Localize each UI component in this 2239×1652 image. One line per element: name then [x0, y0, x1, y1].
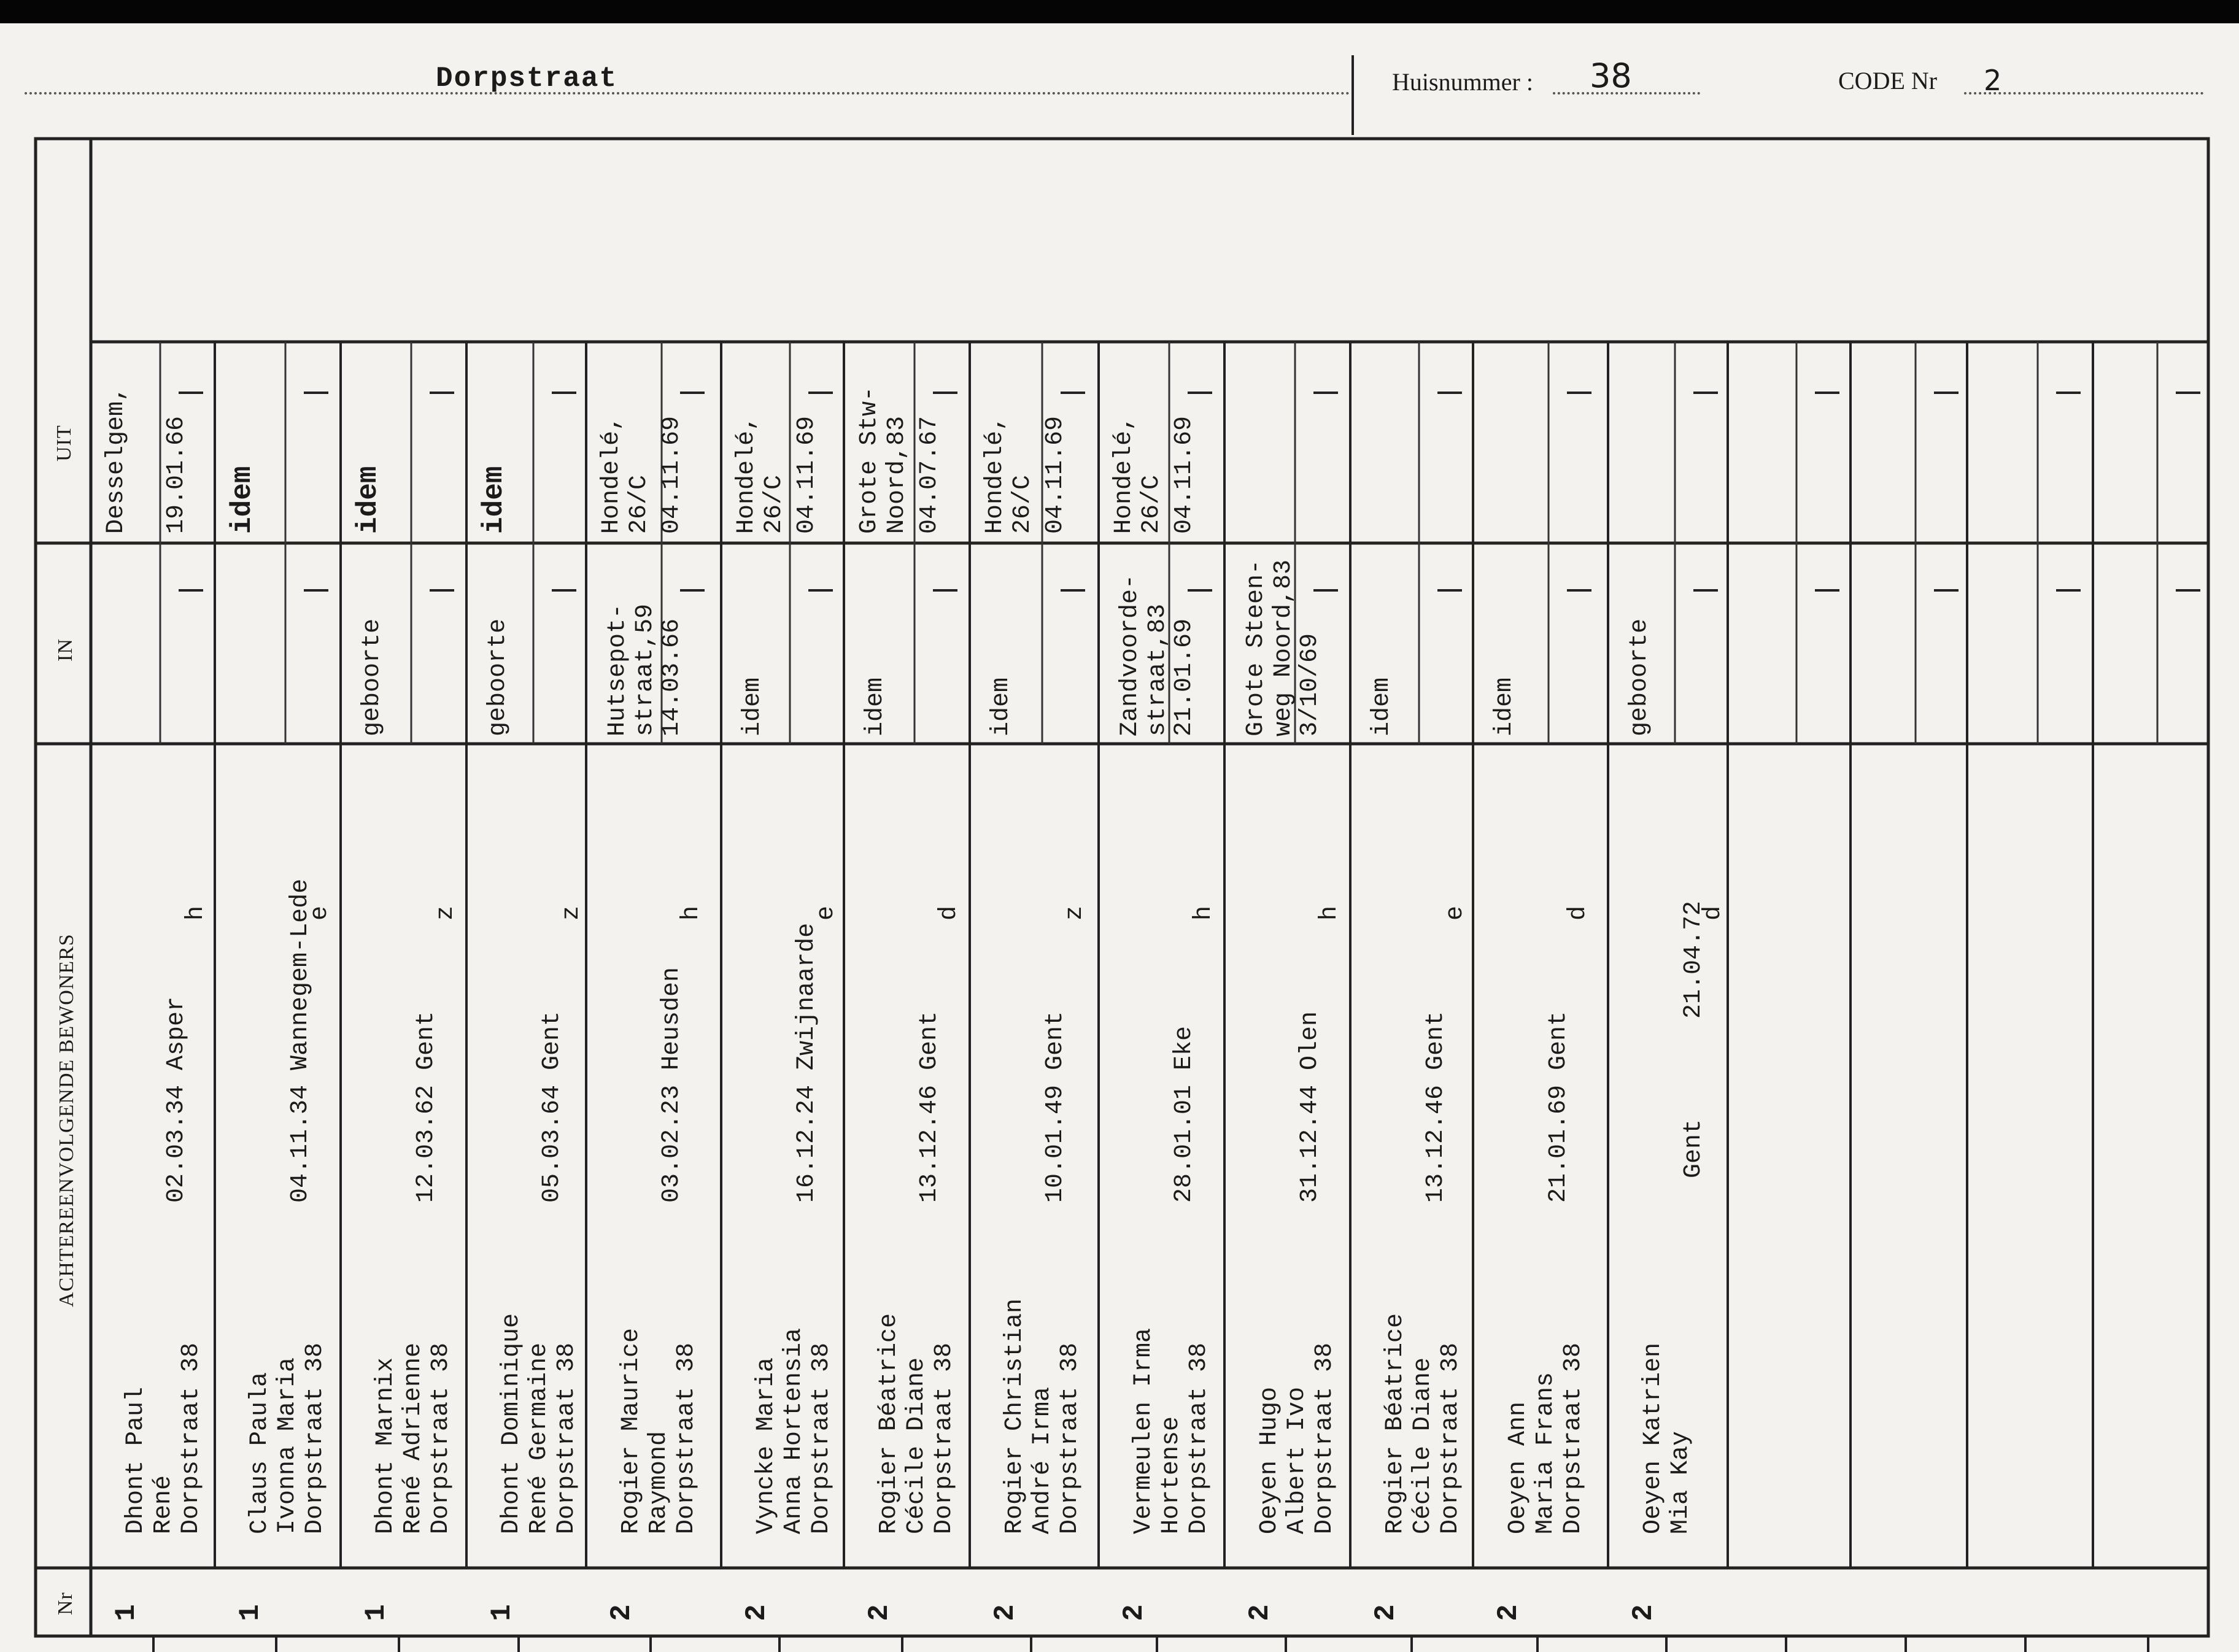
- relation-code: h: [1316, 905, 1344, 921]
- row-number: 2: [1627, 1604, 1660, 1621]
- birth-date-place: 13.12.46 Gent: [1422, 1011, 1450, 1203]
- uit-date: 04.11.69: [1042, 415, 1069, 534]
- relation-code: d: [1700, 905, 1727, 921]
- uit-date: 19.01.66: [163, 415, 190, 534]
- uit-destination: Hondelé, 26/C: [1110, 415, 1166, 534]
- in-origin: Zandvoorde- straat,83: [1116, 574, 1172, 736]
- in-origin: idem: [1368, 677, 1396, 736]
- row-number: 1: [110, 1604, 142, 1621]
- resident-name: Vyncke Maria Anna Hortensia Dorpstraat 38: [752, 1327, 835, 1534]
- row-number: 2: [605, 1604, 638, 1621]
- row-number: 2: [1118, 1604, 1150, 1621]
- birth-date-place: Gent: [1680, 1119, 1707, 1178]
- col-label-residents: ACHTEREENVOLGENDE BEWONERS: [55, 933, 78, 1307]
- resident-name: Vermeulen Irma Hortense Dorpstraat 38: [1130, 1327, 1213, 1534]
- in-origin: geboorte: [1626, 618, 1653, 736]
- row-number: 1: [234, 1604, 266, 1621]
- row-number: 2: [989, 1604, 1021, 1621]
- resident-name: Oeyen Katrien Mia Kay: [1639, 1342, 1695, 1534]
- uit-destination: Hondelé, 26/C: [733, 415, 788, 534]
- resident-name: Dhont Paul René Dorpstraat 38: [122, 1342, 205, 1534]
- resident-name: Dhont Dominique René Germaine Dorpstraat 38: [498, 1313, 581, 1534]
- uit-destination: idem: [352, 466, 384, 534]
- uit-date: 04.11.69: [658, 415, 686, 534]
- birth-date-place: 05.03.64 Gent: [538, 1011, 566, 1203]
- relation-code: z: [1061, 905, 1089, 921]
- resident-name: Rogier Béatrice Cécile Diane Dorpstraat 38: [1382, 1313, 1464, 1534]
- row-number: 2: [863, 1604, 895, 1621]
- in-date: 21.01.69: [1170, 618, 1198, 736]
- uit-destination: Hondelé, 26/C: [981, 415, 1037, 534]
- uit-destination: Hondelé, 26/C: [598, 415, 653, 534]
- resident-name: Rogier Maurice Raymond Dorpstraat 38: [617, 1327, 700, 1534]
- uit-date: 04.07.67: [916, 415, 943, 534]
- birth-date-place: 31.12.44 Olen: [1296, 1011, 1324, 1203]
- birth-date-place: 12.03.62 Gent: [412, 1011, 440, 1203]
- relation-code: d: [935, 905, 963, 921]
- row-number: 2: [1243, 1604, 1276, 1621]
- resident-name: Claus Paula Ivonna Maria Dorpstraat 38: [246, 1342, 329, 1534]
- resident-name: Dhont Marnix René Adrienne Dorpstraat 38: [372, 1342, 455, 1534]
- col-label-in: IN: [54, 638, 77, 662]
- code-number-value: 2: [1984, 64, 2002, 97]
- street-name: Dorpstraat: [436, 63, 618, 95]
- in-origin: idem: [988, 677, 1015, 736]
- uit-destination: Desselgem,: [102, 386, 130, 534]
- row-number: 2: [1369, 1604, 1402, 1621]
- birth-date-place: 28.01.01 Eke: [1170, 1025, 1198, 1203]
- birth-date-place: 13.12.46 Gent: [916, 1011, 943, 1203]
- row-number: 2: [1492, 1604, 1525, 1621]
- relation-code: z: [432, 905, 460, 921]
- resident-name: Rogier Christian André Irma Dorpstraat 38: [1001, 1298, 1084, 1534]
- row-number: 1: [360, 1604, 392, 1621]
- birth-date-extra: 21.04.72: [1680, 900, 1707, 1019]
- in-origin: Hutsepot- straat,59: [604, 603, 659, 736]
- house-number-label: Huisnummer :: [1392, 68, 1533, 96]
- resident-name: Rogier Béatrice Cécile Diane Dorpstraat 38: [875, 1313, 958, 1534]
- relation-code: z: [558, 905, 586, 921]
- relation-code: e: [1442, 905, 1469, 921]
- birth-date-place: 04.11.34 Wannegem-Lede: [287, 878, 314, 1203]
- uit-destination: idem: [478, 466, 510, 534]
- in-origin: geboorte: [358, 618, 386, 736]
- relation-code: h: [182, 905, 210, 921]
- col-label-uit: UIT: [53, 425, 75, 461]
- birth-date-place: 10.01.49 Gent: [1042, 1011, 1069, 1203]
- relation-code: e: [306, 905, 334, 921]
- relation-code: e: [813, 905, 840, 921]
- house-number-value: 38: [1590, 56, 1632, 95]
- in-date: 3/10/69: [1296, 633, 1324, 736]
- birth-date-place: 03.02.23 Heusden: [658, 967, 686, 1203]
- uit-date: 04.11.69: [793, 415, 821, 534]
- uit-destination: idem: [226, 466, 258, 534]
- col-label-nr: Nr: [54, 1592, 77, 1615]
- relation-code: h: [1190, 905, 1218, 921]
- relation-code: h: [678, 905, 705, 921]
- resident-name: Oeyen Ann Maria Frans Dorpstraat 38: [1504, 1342, 1587, 1534]
- in-date: 14.03.66: [658, 618, 686, 736]
- in-origin: geboorte: [484, 618, 512, 736]
- in-origin: Grote Steen- weg Noord,83: [1242, 559, 1297, 736]
- birth-date-place: 21.01.69 Gent: [1545, 1011, 1572, 1203]
- row-number: 1: [485, 1604, 518, 1621]
- code-number-label: CODE Nr: [1838, 67, 1938, 95]
- birth-date-place: 02.03.34 Asper: [163, 996, 190, 1203]
- uit-date: 04.11.69: [1170, 415, 1198, 534]
- in-origin: idem: [739, 677, 767, 736]
- in-origin: idem: [1491, 677, 1518, 736]
- uit-destination: Grote Stw- Noord,83: [856, 386, 911, 534]
- relation-code: d: [1564, 905, 1592, 921]
- in-origin: idem: [862, 677, 889, 736]
- birth-date-place: 16.12.24 Zwijnaarde: [793, 922, 821, 1203]
- row-number: 2: [740, 1604, 773, 1621]
- resident-name: Oeyen Hugo Albert Ivo Dorpstraat 38: [1256, 1342, 1339, 1534]
